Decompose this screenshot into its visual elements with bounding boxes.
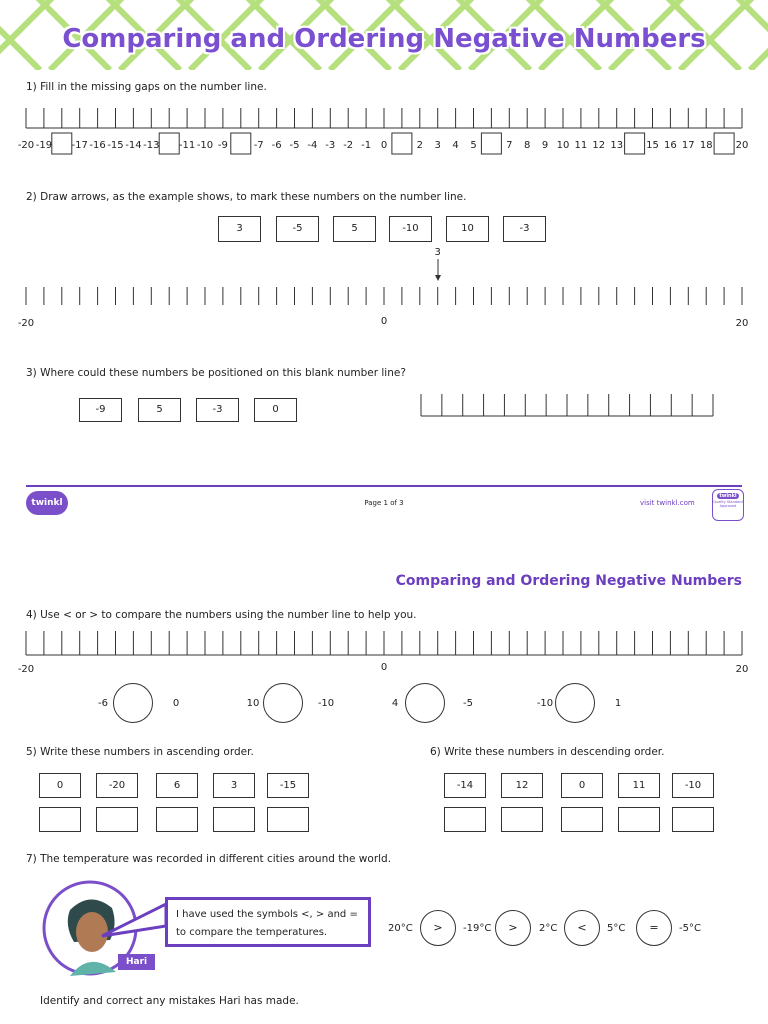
number-card: -9 bbox=[79, 398, 122, 422]
answer-box bbox=[714, 133, 734, 154]
number-card: -3 bbox=[196, 398, 239, 422]
badge-logo: twinkl bbox=[717, 493, 739, 499]
number-line-4-max: 20 bbox=[735, 664, 749, 675]
tick-label: 3 bbox=[434, 140, 441, 151]
question-7-instruction: Identify and correct any mistakes Hari has made. bbox=[40, 995, 299, 1007]
tick-label: -5 bbox=[289, 140, 300, 151]
tick-label: 9 bbox=[541, 140, 549, 151]
question-4-prompt: 4) Use < or > to compare the numbers using the number line to help you. bbox=[26, 609, 417, 621]
number-card: 11 bbox=[618, 773, 660, 798]
question-3-prompt: 3) Where could these numbers be positioned on this blank number line? bbox=[26, 367, 406, 379]
number-card: 12 bbox=[501, 773, 543, 798]
answer-box[interactable] bbox=[39, 807, 81, 832]
tick-label: -2 bbox=[343, 140, 354, 151]
tick-label: -10 bbox=[196, 140, 214, 151]
page-2-header: Comparing and Ordering Negative Numbers bbox=[395, 573, 742, 589]
number-card: -20 bbox=[96, 773, 138, 798]
footer-divider bbox=[26, 485, 742, 487]
pair-left-number: 10 bbox=[246, 698, 260, 709]
tick-label: -16 bbox=[89, 140, 106, 151]
tick-label: 17 bbox=[681, 140, 695, 151]
tick-label: 0 bbox=[380, 140, 388, 151]
answer-box[interactable] bbox=[156, 807, 198, 832]
answer-box bbox=[231, 133, 251, 154]
page-title: Comparing and Ordering Negative Numbers bbox=[62, 24, 706, 54]
tick-label: 5 bbox=[470, 140, 477, 151]
pair-left-number: -6 bbox=[98, 698, 108, 709]
tick-label: -9 bbox=[217, 140, 228, 151]
answer-box[interactable] bbox=[267, 807, 309, 832]
tick-label: -20 bbox=[17, 140, 35, 151]
comparison-symbol: = bbox=[636, 910, 672, 946]
pair-right-number: 0 bbox=[172, 698, 180, 709]
number-card: -14 bbox=[444, 773, 486, 798]
tick-label: 10 bbox=[556, 140, 570, 151]
tick-label: 7 bbox=[506, 140, 513, 151]
answer-box bbox=[392, 133, 412, 154]
comparison-symbol: > bbox=[420, 910, 456, 946]
pair-right-number: -5 bbox=[463, 698, 473, 709]
example-arrow-label: 3 bbox=[434, 247, 441, 258]
quality-badge bbox=[712, 489, 744, 521]
answer-box bbox=[159, 133, 179, 154]
tick-label: -4 bbox=[307, 140, 318, 151]
speech-bubble bbox=[165, 897, 371, 947]
tick-label: -14 bbox=[125, 140, 142, 151]
number-card: 6 bbox=[156, 773, 198, 798]
answer-circle[interactable] bbox=[113, 683, 153, 723]
tick-label: 20 bbox=[735, 140, 749, 151]
tick-label: 11 bbox=[574, 140, 588, 151]
number-line-4-min: -20 bbox=[17, 664, 35, 675]
tick-label: -17 bbox=[71, 140, 88, 151]
blank-number-line bbox=[415, 392, 725, 422]
number-card: 3 bbox=[213, 773, 255, 798]
number-line-4-mid: 0 bbox=[380, 662, 388, 673]
pair-right-number: 1 bbox=[614, 698, 622, 709]
temperature-value: -19°C bbox=[463, 923, 492, 934]
tick-label: 8 bbox=[524, 140, 531, 151]
number-card: 5 bbox=[138, 398, 181, 422]
tick-label: -1 bbox=[361, 140, 372, 151]
tick-label: -7 bbox=[253, 140, 264, 151]
comparison-symbol: < bbox=[564, 910, 600, 946]
speech-line-1: I have used the symbols <, > and = bbox=[176, 909, 358, 920]
tick-label: -19 bbox=[35, 140, 53, 151]
number-line-1 bbox=[0, 100, 768, 160]
pair-right-number: -10 bbox=[317, 698, 335, 709]
answer-box[interactable] bbox=[501, 807, 543, 832]
answer-box[interactable] bbox=[444, 807, 486, 832]
number-line-4 bbox=[0, 625, 768, 665]
question-6-prompt: 6) Write these numbers in descending order. bbox=[430, 746, 665, 758]
number-card: 10 bbox=[446, 216, 489, 242]
number-line-2 bbox=[0, 245, 768, 305]
number-card: 0 bbox=[561, 773, 603, 798]
comparison-symbol: > bbox=[495, 910, 531, 946]
tick-label: 16 bbox=[664, 140, 677, 151]
number-line-2-max: 20 bbox=[735, 318, 749, 329]
question-2-prompt: 2) Draw arrows, as the example shows, to mark these numbers on the number line. bbox=[26, 191, 467, 203]
answer-circle[interactable] bbox=[263, 683, 303, 723]
temperature-value: -5°C bbox=[679, 923, 701, 934]
example-arrow bbox=[433, 259, 443, 283]
question-1-prompt: 1) Fill in the missing gaps on the number line. bbox=[26, 81, 267, 93]
answer-box bbox=[52, 133, 72, 154]
speech-line-2: to compare the temperatures. bbox=[176, 927, 328, 938]
number-card: 0 bbox=[254, 398, 297, 422]
number-card: 3 bbox=[218, 216, 261, 242]
number-card: 5 bbox=[333, 216, 376, 242]
answer-box[interactable] bbox=[618, 807, 660, 832]
tick-label: 15 bbox=[646, 140, 659, 151]
number-card: -15 bbox=[267, 773, 309, 798]
answer-circle[interactable] bbox=[405, 683, 445, 723]
temperature-value: 2°C bbox=[539, 923, 558, 934]
tick-label: 4 bbox=[452, 140, 459, 151]
temperature-value: 5°C bbox=[607, 923, 626, 934]
question-7-prompt: 7) The temperature was recorded in different cities around the world. bbox=[26, 853, 392, 865]
number-card: -3 bbox=[503, 216, 546, 242]
temperature-value: 20°C bbox=[388, 923, 413, 934]
badge-text: Quality Standard Approved bbox=[713, 500, 743, 508]
answer-circle[interactable] bbox=[555, 683, 595, 723]
number-line-2-mid: 0 bbox=[380, 316, 388, 327]
tick-label: 13 bbox=[610, 140, 624, 151]
answer-box[interactable] bbox=[561, 807, 603, 832]
tick-label: -6 bbox=[271, 140, 282, 151]
number-card: -5 bbox=[276, 216, 319, 242]
tick-label: -3 bbox=[325, 140, 336, 151]
tick-label: -15 bbox=[107, 140, 124, 151]
tick-label: 2 bbox=[416, 140, 423, 151]
number-line-2-min: -20 bbox=[17, 318, 35, 329]
tick-label: 18 bbox=[699, 140, 713, 151]
tick-label: -13 bbox=[143, 140, 160, 151]
answer-box[interactable] bbox=[213, 807, 255, 832]
page-number: Page 1 of 3 bbox=[364, 499, 404, 507]
number-card: 0 bbox=[39, 773, 81, 798]
visit-link[interactable]: visit twinkl.com bbox=[640, 499, 695, 507]
question-5-prompt: 5) Write these numbers in ascending order. bbox=[26, 746, 254, 758]
character-name-tag: Hari bbox=[118, 954, 155, 970]
answer-box[interactable] bbox=[672, 807, 714, 832]
answer-box bbox=[481, 133, 501, 154]
number-card: -10 bbox=[389, 216, 432, 242]
tick-label: -11 bbox=[178, 140, 196, 151]
twinkl-logo: twinkl bbox=[26, 491, 68, 515]
answer-box bbox=[625, 133, 645, 154]
pair-left-number: -10 bbox=[536, 698, 554, 709]
number-card: -10 bbox=[672, 773, 714, 798]
pair-left-number: 4 bbox=[391, 698, 399, 709]
answer-box[interactable] bbox=[96, 807, 138, 832]
tick-label: 12 bbox=[592, 140, 606, 151]
